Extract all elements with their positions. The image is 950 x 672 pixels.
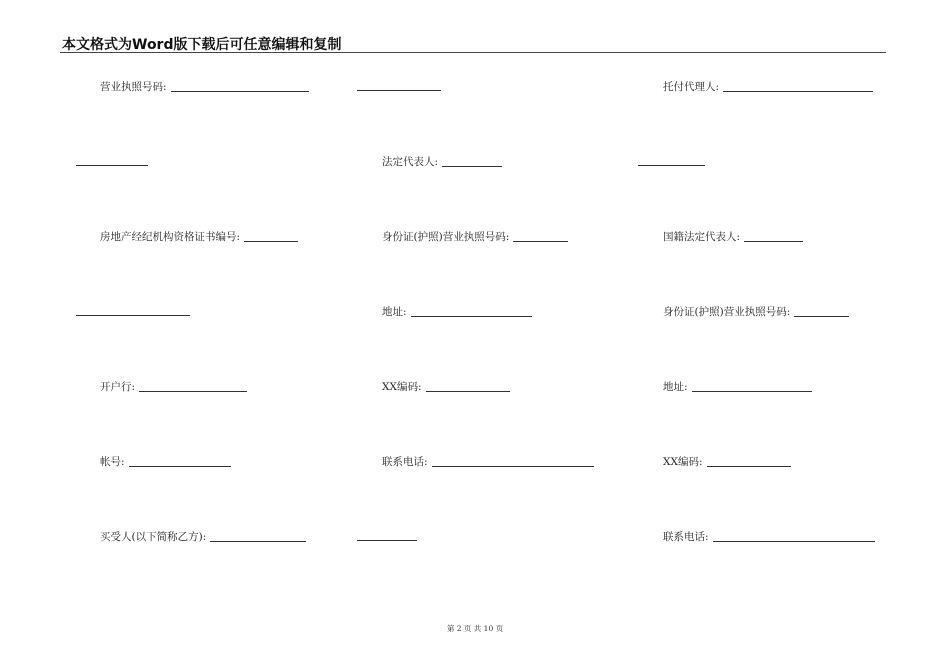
agency-cert-field [100,229,298,244]
phone-label-2: 联系电话: [663,531,709,543]
blank-line-r4-left[interactable] [76,315,190,316]
phone-label-1: 联系电话: [382,456,428,468]
postcode-field-1 [382,379,510,394]
agency-cert-blank[interactable] [244,241,298,242]
account-label: 帐号: [100,456,125,468]
phone-blank-1[interactable] [432,466,594,467]
blank-line-r1-mid[interactable] [357,90,441,91]
legal-rep-blank[interactable] [442,166,502,167]
business-license-label: 营业执照号码: [100,81,167,93]
page-number-footer: 第 2 页 共 10 页 [446,624,504,633]
postcode-label-2: XX编码: [663,456,703,468]
address-label-1: 地址: [382,306,407,318]
bank-blank[interactable] [139,391,247,392]
blank-line-r2-left[interactable] [76,165,148,166]
id-license-label-1: 身份证(护照)营业执照号码: [382,231,510,243]
address-field-1 [382,304,532,319]
business-license-blank[interactable] [171,91,309,92]
address-label-2: 地址: [663,381,688,393]
legal-rep-label: 法定代表人: [382,156,439,168]
buyer-blank[interactable] [210,541,306,542]
bank-label: 开户行: [100,381,136,393]
nationality-rep-field [663,229,803,244]
legal-rep-field [382,154,502,169]
id-license-field-2 [663,304,849,319]
header-divider [60,52,886,53]
agency-cert-label: 房地产经纪机构资格证书编号: [100,231,241,243]
id-license-field-1 [382,229,568,244]
account-blank[interactable] [129,466,231,467]
nationality-rep-label: 国籍法定代表人: [663,231,741,243]
phone-field-2 [663,529,875,544]
postcode-field-2 [663,454,791,469]
agent-field [663,79,873,94]
phone-field-1 [382,454,594,469]
business-license-field [100,79,309,94]
nationality-rep-blank[interactable] [744,241,803,242]
blank-line-r7-mid[interactable] [357,540,417,541]
postcode-blank-1[interactable] [426,391,510,392]
document-header-title: 本文格式为Word版下载后可任意编辑和复制 [62,37,342,53]
postcode-blank-2[interactable] [707,466,791,467]
agent-blank[interactable] [723,91,873,92]
bank-field [100,379,247,394]
id-license-blank-1[interactable] [513,241,568,242]
address-blank-1[interactable] [411,316,532,317]
agent-label: 托付代理人: [663,81,720,93]
address-blank-2[interactable] [692,391,812,392]
buyer-field [100,529,306,544]
phone-blank-2[interactable] [713,541,875,542]
account-field [100,454,231,469]
buyer-label: 买受人(以下简称乙方): [100,531,207,543]
postcode-label-1: XX编码: [382,381,422,393]
id-license-blank-2[interactable] [794,316,849,317]
id-license-label-2: 身份证(护照)营业执照号码: [663,306,791,318]
address-field-2 [663,379,812,394]
blank-line-r2-right[interactable] [638,165,705,166]
